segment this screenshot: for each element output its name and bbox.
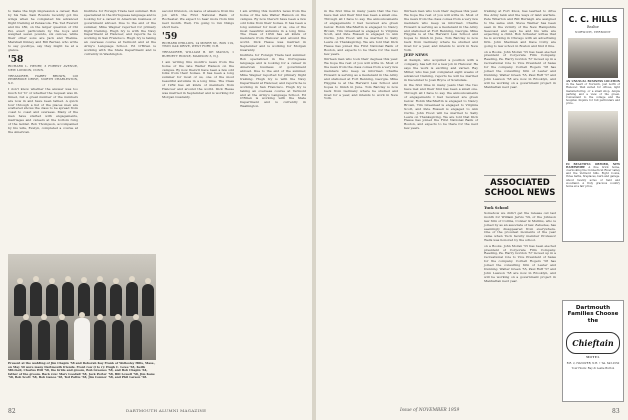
left-column-1 — [8, 10, 78, 136]
class-year-heading: '58 — [8, 54, 24, 65]
ad-location: NORWICH, VERMONT — [575, 30, 611, 34]
tuck-school-heading: Tuck School — [484, 206, 509, 210]
photo-person — [46, 284, 58, 316]
photo-person — [20, 320, 32, 360]
column-text: to make the high impression a career, Ben by his Yale. Sam Rounds recently got his wings when he completed his advanced flight training at Pensacola. Fla. Ted Everett and his 180, on the larger question of Chi Psi, exact particulars by the boys and weighed seven pounds, six ounces, while their other sons are Jack and Thelma. Marshall Kinney and Bill Bernal, who write to say goodbye, say they might be at a glance. — [8, 9, 78, 53]
photo-person — [142, 284, 154, 316]
left-column-3 — [162, 10, 234, 410]
motel-brand: Chieftain — [572, 338, 614, 349]
column-text: in the first time in many years that the two have met and their first has been a small one. Through all I have to say, the announcements of engagements I had received are given below: Robin MacMartin is engaged to Nancy Brown, Tim Greenleaf is engaged to Virginia Scott, and Pete Russell is engaged to Ann Curtis. John Hood will be married to Sally Lewis on Thanksgiving. We are told that Dick Hesse has joined the First National Bank of Boston, and expects to be there for the next few years. — [404, 83, 478, 131]
motel-address: R.R. 2, HANOVER, N.H. • Tel. 643-2550 — [566, 361, 620, 365]
motel-suffix: MOTEL — [586, 356, 600, 360]
house-photo — [568, 111, 618, 161]
photo-person — [112, 320, 124, 360]
column-text: on a Books. John Moran '55 has been elected president of Corporate Film Company. Reading, Pa. Harry Gordon '57 moved up in a recreational role to Vice President of Sales for the company. Cornell Rogers '58 has joined the consulting firm of Lester and Dunning. Walter Green '55, Paul Ruff '57 and John Lawson '58 are now in Brooklyn, and will be working on a government project in Manhattan next year. — [484, 243, 556, 283]
class-treasurer: TREASURER, WILLIAM B. DE MANUS, 1 BURNETT HOUSE, MADISON 3, N.J. — [162, 50, 234, 58]
hills-realtor-ad — [562, 8, 624, 242]
magazine-title-footer: DARTMOUTH ALUMNI MAGAZINE — [126, 408, 207, 413]
listing-text: in the heart of Norwich, just north of Hanover. Well suited for offices, light manufacturing, or a small shop. Ample parking and a view of the green. Convenient to the college and the hospital. Inquire for full particulars and price. — [566, 83, 620, 106]
page-number: 82 — [8, 408, 16, 415]
column-text: second Division, on leave of absence from his job with the First National Bank of Rochester. We expect to hear more from him next month. Well, I'm going to run things short here. — [162, 9, 234, 29]
ad-subtitle: Realtor — [587, 25, 599, 29]
column-text: thirteen men who took their degrees this year. We hope the rest of you will write in. Most of the news from the class comes from a very few members who keep us informed. Charlie Howard is serving as a lieutenant in the Army and stationed at Fort Benning, Georgia. Mike Higgins is at the Harvard Law School and hopes to finish in June. Tom Barclay is now back from Germany where he studied and lived for a year, and intends to work in New York. — [324, 57, 398, 101]
ad-listing-2 — [563, 161, 623, 191]
house-photo — [568, 38, 618, 78]
wedding-photo — [8, 254, 156, 360]
photo-person — [78, 283, 90, 316]
left-column-4 — [240, 10, 306, 410]
motel-hosts: Your Hosts: Ray & Leslie Burton — [571, 366, 615, 370]
chieftain-motel-ad — [562, 300, 624, 402]
column-text: on a Books. John Moran '55 has been elected president of Corporate Film Company. Reading, Pa. Harry Gordon '57 moved up in a recreational role to Vice President of Sales for the company. Cornell Rogers '58 has joined the consulting firm of Lester and Dunning. Walter Green '55, Paul Ruff '57 and John Lawson '58 are now in Brooklyn, and will be working on a government project in Manhattan next year. — [484, 49, 556, 89]
right-column-1 — [324, 10, 398, 406]
photo-person — [38, 320, 50, 360]
page-number: 83 — [612, 408, 620, 415]
listing-lead: IN BEAUTIFUL ORFORD, NEW HAMPSHIRE — [566, 162, 620, 169]
photo-bride — [74, 318, 90, 360]
column-text: training at Fort Knox, has learned to drive the Army tank and the ways of land warfare. Pete Wharton and Bill Burleigh are assigned to the same unit. Steve Warner has been seen in the vicinity of the New Hampshire Seacoast and says he and his wife are expecting a child. Bob Schuster writes that he is working in Chicago with an advertising firm. John Sherman and Dave Colby are going to law school in Boston and find it fine. — [484, 9, 556, 49]
photo-person — [62, 282, 74, 316]
issue-footer: Issue of NOVEMBER 1959 — [400, 408, 460, 413]
class-treasurer: TREASURER, HARRY BROWN, 128 PEMBROKE DRIVE, NORTH CHARLESTON, S.C. — [8, 73, 78, 86]
class-secretary: RICHARD PHILLIPS, 14 MINER ST., BOX 119, TWIN OAK DRIVE, WEST FORT, N.H. — [162, 40, 234, 49]
photo-person — [130, 320, 142, 360]
class-secretary: RICHARD L. HENRY, 3 FOREST AVENUE, NEW LONDON, CONN. — [8, 63, 78, 72]
motel-logo — [566, 332, 620, 354]
photo-person — [56, 320, 68, 360]
photo-person — [94, 282, 106, 316]
column-text: I don't know whether the answer was too much for 'D' or whether the request was ill-timed, but a great number of the numbers are now in and have been tallied. A quick tour through a list of the places men are scattered shows the class to be spread from coast to coast and overseas. Many of the men have started with engagements, marriages and careers at the bottom rung of the ladder. Bob Thompson, accompanied by his wife, Evelyn, completed a course at the American. — [8, 86, 78, 134]
listing-lead: AN UNUSUAL BUSINESS LOCATION — [566, 80, 620, 83]
column-text: Al Kemph, who acquired a position with a company, has left for a new job in Hanover. He says the work is exciting and varied. Ray Miller, who has just completed eight weeks of advanced training, reports he will be married in December to Joan Bryce of Scarsdale. — [404, 58, 478, 82]
right-column-2 — [404, 10, 478, 406]
photo-caption: Present at the wedding of Jim Chapin '58 and Deborah Kay Frank of Wellesley Hills, Mass., on May 30 were many Dartmouth friends. Front row (l to r): Hugh C. Lowe '58, Keith Mitchell, Charles Hill '58, the bride and groom, Bob Greenes '58, and Bob Chapin '64, father of the groom. Back row: Marv Goodall '58, Jack Porter '58, Bill Lowell '58, Jim Kane '58, Bob Scott '58, Bob Ganoe '58, Ted Pattie '58, Jim Connor '58, and Phil Larson '58. — [8, 361, 156, 380]
column-text: Institute for Foreign Trade last summer. Bob specialized in the Portuguese language and is looking for a career in American business or government abroad. Due to the end of the summer, Mike Wagner reported for primary flight training. Hugh Ivy is with the Navy Department at Hanover, and reports he is working in San Francisco. Hugh Ivy is taking an overseas course at Vermont and at the Army's Language School. Ed O'Brien is working with the State Department and is currently in Washington. — [84, 9, 156, 56]
ad-listing-1 — [563, 78, 623, 108]
left-page — [0, 0, 312, 420]
column-text: thirteen men who took their degrees this year. We hope the rest of you will write in. Most of the news from the class comes from a very few members who keep us informed. Charlie Howard is serving as a lieutenant in the Army and stationed at Fort Benning, Georgia. Mike Higgins is at the Harvard Law School and hopes to finish in June. Tom Barclay is now back from Germany where he studied and lived for a year, and intends to work in New York. — [404, 9, 478, 53]
photo-person — [30, 282, 42, 316]
photo-person — [14, 284, 26, 316]
column-text: Institute for Foreign Trade last summer. Bob specialized in the Portuguese language and is looking for a career in American business or government abroad. Due to the end of the summer, Mike Wagner reported for primary flight training. Hugh Ivy is with the Navy Department at Hanover, and reports he is working in San Francisco. Hugh Ivy is taking an overseas course at Vermont and at the Army's Language School. Ed O'Brien is working with the State Department and is currently in Washington. — [240, 53, 306, 109]
column-text: in the first time in many years that the two have met and their first has been a small one. Through all I have to say, the announcements of engagements I had received are given below: Robin MacMartin is engaged to Nancy Brown, Tim Greenleaf is engaged to Virginia Scott, and Pete Russell is engaged to Ann Curtis. John Hood will be married to Sally Lewis on Thanksgiving. We are told that Dick Hesse has joined the First National Bank of Boston, and expects to be there for the next few years. — [324, 9, 398, 56]
left-column-2 — [84, 10, 156, 58]
column-text: I am writing this month's news from the home of the late Walter Hanson on the campus. By now there'll have been a few odd folks from their homes. It has been a long summer for most of us, one of the most beautiful autumns in a long time. The Class of 1959 has all kinds of members from Hanover and around the world. Dick Hesse was married in September and is working for Morgan Guaranty. — [240, 9, 306, 53]
photo-person — [126, 282, 138, 316]
listing-text: A fine brick home, overlooking the Connecticut River valley and the Vermont hills. Eight rooms, three baths, fireplaces, barn and garage. About twenty acres of field and woodland. A truly gracious country home at a fair price. — [566, 165, 620, 189]
class-year-heading: '59 — [162, 31, 178, 42]
photo-person — [110, 284, 122, 316]
ad-title: Dartmouth Families Choose the — [567, 305, 619, 324]
section-heading: JEEP NEWS — [404, 53, 428, 58]
column-text: I am writing this month's news from the home of the late Walter Hanson on the campus. By now there'll have been a few odd folks from their homes. It has been a long summer for most of us, one of the most beautiful autumns in a long time. The Class of 1959 has all kinds of members from Hanover and around the world. Dick Hesse was married in September and is working for Morgan Guaranty. — [162, 59, 234, 99]
associated-school-news-heading: ASSOCIATED SCHOOL NEWS — [484, 175, 556, 202]
right-column-3-lower — [484, 206, 556, 396]
right-page — [316, 0, 628, 420]
right-column-3 — [484, 10, 556, 170]
column-text: Somehow we didn't get the release out last month for William Jarvis '59, of the Johnson law firm of Collins, Conner & Mullins, who is joined by as an associate of law. Zebedee, has seemingly disappeared from everywhere. One of the proudest moments of the year came when Tuck faculty member Professor Wells was honored by the school. — [484, 210, 556, 243]
photo-person — [94, 320, 106, 360]
ad-title: C. C. HILLS — [568, 15, 618, 24]
